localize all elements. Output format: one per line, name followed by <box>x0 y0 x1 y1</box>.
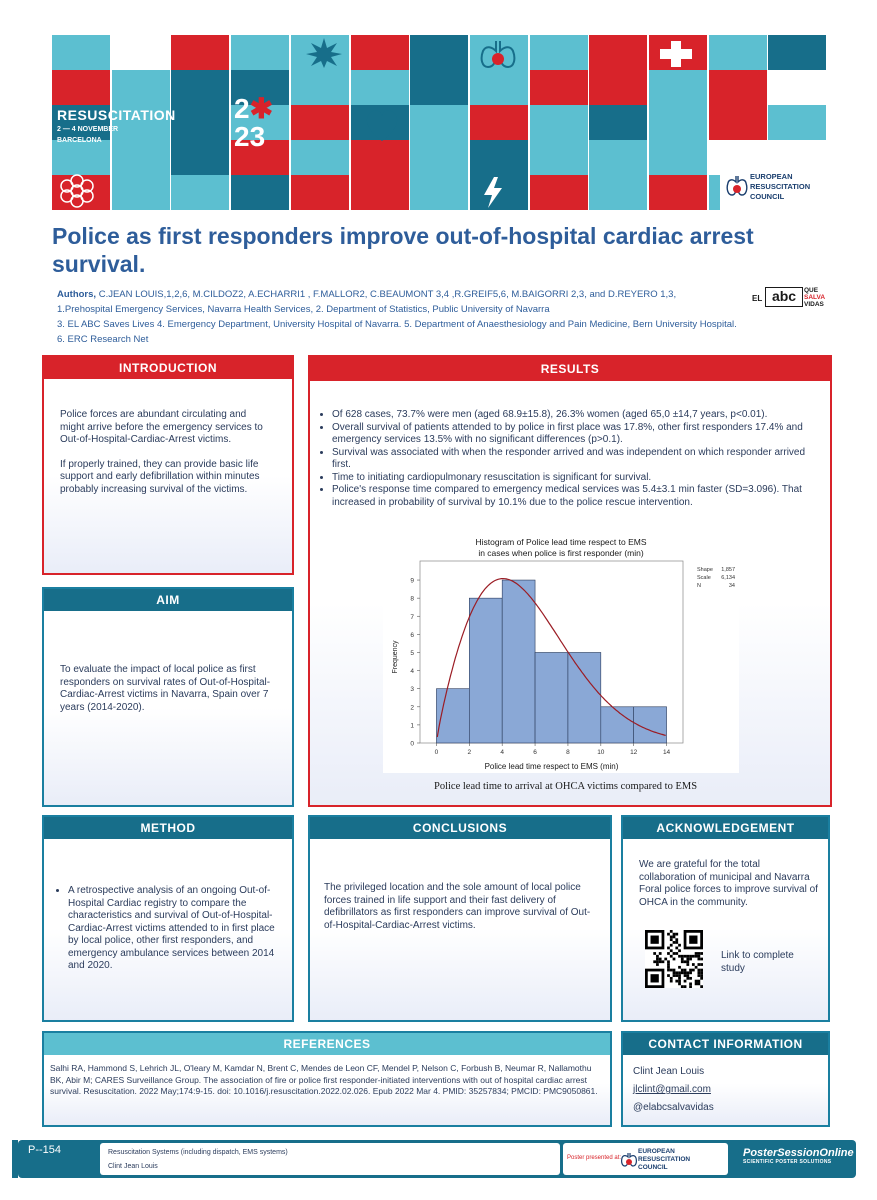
qr-module <box>673 971 676 974</box>
conclusions-text: The privileged location and the sole amount of local police forces trained in life support and their fast delivery of defibrillators as first responders can improve survival of Out-of-Hospital-Cardiac-Arrest victims. <box>324 882 591 931</box>
qr-module <box>651 974 659 982</box>
elabc-logo: EL abc QUE SALVA VIDAS <box>752 287 826 308</box>
x-tick-label: 2 <box>467 749 472 756</box>
qr-module <box>667 952 670 955</box>
qr-module <box>678 971 681 974</box>
conclusions-panel <box>308 815 612 1022</box>
qr-module <box>695 966 698 969</box>
banner-tile <box>709 70 767 105</box>
qr-module <box>689 969 692 972</box>
banner-tile <box>470 70 528 105</box>
footer-info-box <box>100 1143 560 1175</box>
banner-tile <box>231 35 289 70</box>
qr-module <box>675 952 678 955</box>
qr-module <box>670 955 673 958</box>
qr-module <box>664 958 667 961</box>
lightning-icon <box>478 175 508 210</box>
flower-icon <box>57 173 97 209</box>
banner-tile <box>52 35 110 70</box>
conference-banner <box>52 35 828 210</box>
qr-module <box>659 958 662 961</box>
poster-session-online-logo: PosterSessionOnline SCIENTIFIC POSTER SOLUTIONS <box>743 1147 854 1165</box>
qr-module <box>681 958 684 961</box>
qr-module <box>686 963 689 966</box>
y-tick-label: 2 <box>410 704 414 712</box>
qr-module <box>681 971 684 974</box>
qr-module <box>684 971 687 974</box>
qr-module <box>678 949 681 952</box>
y-tick-label: 5 <box>410 649 414 657</box>
qr-module <box>675 933 678 936</box>
references-heading: REFERENCES <box>44 1033 610 1055</box>
method-panel <box>42 815 294 1022</box>
presented-at-box: Poster presented at: EUROPEAN RESUSCITATION COUNCIL <box>563 1143 728 1175</box>
banner-tile <box>530 105 588 140</box>
histogram-bar <box>568 652 601 743</box>
qr-module <box>686 958 689 961</box>
qr-module <box>689 971 692 974</box>
banner-tile <box>112 70 170 105</box>
qr-module <box>700 971 703 974</box>
qr-module <box>692 963 695 966</box>
histogram-chart <box>383 531 739 773</box>
qr-module <box>697 982 700 985</box>
qr-module <box>700 985 703 988</box>
cross-icon <box>656 39 696 69</box>
qr-module <box>689 936 697 944</box>
qr-module <box>697 969 700 972</box>
banner-tile <box>649 140 707 175</box>
contact-handle[interactable]: @elabcsalvavidas <box>633 1102 714 1113</box>
qr-module <box>673 969 676 972</box>
qr-module <box>695 952 698 955</box>
authors-block: Authors, C.JEAN LOUIS,1,2,6, M.CILDOZ2, A.ECHARRI1 , F.MALLOR2, C.BEAUMONT 3,4 ,R.GREIF5,6, M.BAIGORRI 2,3, and D.REYERO 1,3, 1.Prehospital Emergency Services, Navarra Health Services, 2. Department of Statistics, Public University of Navarra 3. EL ABC Saves Lives 4. Emergency Department, University Hospital of Navarra. 5. Department of Anaesthesiology and Pain Medicine, Bern University Hospital. 6. ERC Research Net <box>57 289 737 345</box>
qr-module <box>681 985 684 988</box>
lungs-icon <box>478 37 518 70</box>
histogram-bar <box>502 580 535 743</box>
banner-tile <box>470 105 528 140</box>
introduction-paragraph-1: Police forces are abundant circulating and might arrive before the emergency services to Out-of-Hospital-Cardiac-Arrest victims. <box>60 409 263 445</box>
banner-tile <box>470 140 528 175</box>
banner-tile <box>768 35 826 70</box>
banner-tile <box>351 70 409 105</box>
banner-tile <box>530 35 588 70</box>
qr-module <box>673 952 676 955</box>
results-bullets <box>318 409 818 509</box>
qr-module <box>659 952 662 955</box>
qr-module <box>684 980 687 983</box>
references-panel <box>42 1031 612 1127</box>
heart-icon <box>362 105 402 145</box>
qr-module <box>686 955 689 958</box>
banner-tile <box>52 70 110 105</box>
qr-module <box>697 971 700 974</box>
qr-module <box>681 960 684 963</box>
banner-tile <box>112 140 170 175</box>
contact-name: Clint Jean Louis <box>633 1066 705 1077</box>
starburst-icon <box>304 37 344 69</box>
y-axis-label: Frequency <box>392 640 399 674</box>
qr-module <box>684 974 687 977</box>
banner-tile <box>530 140 588 175</box>
banner-tile <box>171 140 229 175</box>
qr-module <box>678 955 681 958</box>
stats-value: 6,134 <box>721 575 735 581</box>
qr-module <box>695 980 698 983</box>
y-tick-label: 9 <box>410 577 414 585</box>
x-tick-label: 8 <box>566 749 570 756</box>
conference-year: 2✱ 23 <box>234 93 274 152</box>
footer-presenter: Clint Jean Louis <box>108 1163 158 1170</box>
results-heading: RESULTS <box>310 357 830 381</box>
banner-tile <box>709 105 767 140</box>
qr-module <box>667 966 670 969</box>
stats-value: 34 <box>728 583 735 589</box>
conference-brand <box>57 107 176 145</box>
qr-module <box>670 930 673 933</box>
qr-module <box>678 980 681 983</box>
method-bullet: • A retrospective analysis of an ongoing Out-of-Hospital Cardiac registry to compare the characteristics and survival of Out-of-Hospital-Cardiac-Arrest victims attended to in first place by local police, other first responders, and emergency ambulance services between 2014 and 2020. <box>68 885 276 973</box>
y-tick-label: 1 <box>410 722 414 730</box>
conference-dates: 2 — 4 NOVEMBER <box>57 126 119 133</box>
conference-city: BARCELONA <box>57 137 102 144</box>
qr-module <box>656 955 659 958</box>
banner-tile <box>112 175 170 210</box>
qr-module <box>700 952 703 955</box>
qr-module <box>673 958 676 961</box>
banner-tile <box>530 70 588 105</box>
qr-module <box>667 974 670 977</box>
results-bullet: • Overall survival of patients attended to by police in first place was 17.8%, other first responders 17.4% and emergency services 13.5% with no significant differences (p>0.1). <box>332 422 818 447</box>
qr-module <box>700 969 703 972</box>
footer-bar <box>18 1140 856 1178</box>
qr-module <box>670 938 673 941</box>
qr-module <box>684 955 687 958</box>
acknowledgement-text: We are grateful for the total collaboration of municipal and Navarra Foral police forces to improve survival of OHCA in the community. <box>639 859 818 908</box>
qr-module <box>689 985 692 988</box>
contact-panel <box>621 1031 830 1127</box>
y-tick-label: 7 <box>410 613 414 621</box>
qr-module <box>667 969 670 972</box>
qr-code-icon[interactable] <box>645 930 703 988</box>
affiliations-line-1: 1.Prehospital Emergency Services, Navarra Health Services, 2. Department of Statistics, Public University of Navarra <box>57 304 550 315</box>
figure-caption: Police lead time to arrival at OHCA victims compared to EMS <box>434 781 698 792</box>
qr-module <box>689 955 692 958</box>
banner-tile <box>410 70 468 105</box>
qr-module <box>686 977 689 980</box>
qr-module <box>681 955 684 958</box>
y-tick-label: 0 <box>410 740 414 748</box>
banner-tile <box>410 105 468 140</box>
qr-module <box>686 974 689 977</box>
qr-module <box>675 980 678 983</box>
conference-name: RESUSCITATION <box>57 107 176 123</box>
qr-module <box>700 974 703 977</box>
banner-tile <box>768 105 826 140</box>
aim-text: To evaluate the impact of local police as first responders on survival rates of Out-of-Hospital-Cardiac-Arrest victims in Navarra, Spain over 7 years (2014-2020). <box>60 664 271 713</box>
banner-tile <box>410 175 468 210</box>
histogram-bar <box>601 707 634 743</box>
qr-module <box>697 958 700 961</box>
histogram-svg <box>383 531 739 773</box>
qr-module <box>673 941 676 944</box>
y-tick-label: 8 <box>410 595 414 603</box>
qr-module <box>659 960 662 963</box>
y-tick-label: 4 <box>410 668 414 676</box>
acknowledgement-heading: ACKNOWLEDGEMENT <box>623 817 828 839</box>
stats-value: 1,857 <box>721 567 735 573</box>
results-bullet: • Time to initiating cardiopulmonary resuscitation is significant for survival. <box>332 472 818 485</box>
banner-tile <box>171 175 229 210</box>
banner-tile <box>649 175 707 210</box>
banner-tile <box>410 35 468 70</box>
banner-tile <box>589 105 647 140</box>
qr-module <box>653 960 656 963</box>
qr-module <box>686 960 689 963</box>
qr-module <box>675 941 678 944</box>
banner-tile <box>709 35 767 70</box>
banner-tile <box>291 175 349 210</box>
chart-title: Histogram of Police lead time respect to EMS <box>475 537 647 547</box>
stats-label: N <box>697 583 701 589</box>
qr-module <box>697 963 700 966</box>
qr-module <box>673 936 676 939</box>
erc-logo: EUROPEAN RESUSCITATION COUNCIL <box>720 165 828 210</box>
qr-module <box>675 938 678 941</box>
banner-tile <box>589 175 647 210</box>
qr-module <box>670 944 673 947</box>
qr-module <box>667 963 670 966</box>
stats-label: Scale <box>697 575 711 581</box>
poster-title: Police as first responders improve out-of-hospital cardiac arrest survival. <box>52 223 754 277</box>
author-list: C.JEAN LOUIS,1,2,6, M.CILDOZ2, A.ECHARRI1 , F.MALLOR2, C.BEAUMONT 3,4 ,R.GREIF5,6, M.BAIGORRI 2,3, and D.REYERO 1,3, <box>98 289 677 300</box>
introduction-panel <box>42 355 294 575</box>
qr-module <box>678 982 681 985</box>
lungs-heart-icon <box>726 173 748 201</box>
qr-module <box>686 971 689 974</box>
x-tick-label: 14 <box>662 749 671 756</box>
qr-module <box>689 982 692 985</box>
qr-module <box>684 969 687 972</box>
results-bullet: • Of 628 cases, 73.7% were men (aged 68.9±15.8), 26.3% women (aged 65,0 ±14,7 years, p<0.01). <box>332 409 818 422</box>
qr-module <box>670 980 673 983</box>
banner-tile <box>171 105 229 140</box>
banner-tile <box>112 35 170 70</box>
qr-module <box>673 933 676 936</box>
banner-tile <box>351 175 409 210</box>
chart-title: in cases when police is first responder (min) <box>478 548 644 558</box>
banner-tile <box>171 70 229 105</box>
aim-panel <box>42 587 294 807</box>
banner-tile <box>530 175 588 210</box>
qr-module <box>667 947 670 950</box>
qr-module <box>692 969 695 972</box>
qr-module <box>700 977 703 980</box>
qr-module <box>662 960 665 963</box>
qr-module <box>697 980 700 983</box>
qr-module <box>651 936 659 944</box>
qr-module <box>675 974 678 977</box>
y-tick-label: 3 <box>410 686 414 694</box>
qr-module <box>656 960 659 963</box>
y-tick-label: 6 <box>410 631 414 639</box>
histogram-bar <box>535 652 568 743</box>
contact-email-link[interactable]: jlclint@gmail.com <box>633 1084 711 1095</box>
x-axis-label: Police lead time respect to EMS (min) <box>484 762 619 771</box>
x-tick-label: 0 <box>434 749 439 756</box>
qr-module <box>678 977 681 980</box>
study-link-text[interactable]: Link to complete study <box>721 950 794 974</box>
erc-small-icon <box>621 1151 637 1169</box>
results-bullet: • Police's response time compared to emergency medical services was 5.4±3.1 min faster (SD=3.096). That increased in probability of survival by 10.1% due to the police rescue intervention. <box>332 484 818 509</box>
introduction-paragraph-2: If properly trained, they can provide basic life support and early defibrillation within minutes probably increasing survival of the victims. <box>60 458 260 495</box>
qr-module <box>653 952 656 955</box>
aim-heading: AIM <box>44 589 292 611</box>
banner-tile <box>649 105 707 140</box>
qr-module <box>689 977 692 980</box>
qr-module <box>700 963 703 966</box>
qr-module <box>667 933 670 936</box>
qr-module <box>695 955 698 958</box>
banner-tile <box>171 35 229 70</box>
banner-tile <box>231 175 289 210</box>
banner-tile <box>52 140 110 175</box>
qr-module <box>675 971 678 974</box>
method-heading: METHOD <box>44 817 292 839</box>
qr-module <box>692 955 695 958</box>
qr-module <box>695 982 698 985</box>
banner-tile <box>410 140 468 175</box>
qr-module <box>656 958 659 961</box>
qr-module <box>678 944 681 947</box>
qr-module <box>678 966 681 969</box>
qr-module <box>697 952 700 955</box>
qr-module <box>670 949 673 952</box>
x-tick-label: 10 <box>597 749 605 756</box>
qr-module <box>681 969 684 972</box>
qr-module <box>697 974 700 977</box>
banner-tile <box>351 35 409 70</box>
x-tick-label: 6 <box>533 749 537 756</box>
x-tick-label: 12 <box>630 749 638 756</box>
introduction-heading: INTRODUCTION <box>44 357 292 379</box>
qr-module <box>689 958 692 961</box>
results-bullet: • Survival was associated with when the responder arrived and was independent on which responder arrived first. <box>332 447 818 472</box>
banner-tile <box>589 140 647 175</box>
banner-tile <box>589 35 647 70</box>
affiliations-line-2: 3. EL ABC Saves Lives 4. Emergency Department, University Hospital of Navarra. 5. Department of Anaesthesiology and Pain Medicine, Bern University Hospital. 6. ERC Research Net <box>57 319 737 345</box>
stats-label: Shape <box>697 567 713 573</box>
qr-module <box>670 969 673 972</box>
acknowledgement-panel <box>621 815 830 1022</box>
banner-tile <box>589 70 647 105</box>
qr-module <box>684 960 687 963</box>
poster-code: P--154 <box>28 1144 62 1156</box>
qr-module <box>670 977 673 980</box>
references-text: Salhi RA, Hammond S, Lehrich JL, O'leary M, Kamdar N, Brent C, Mendes de Leon CF, Mendel P, Nelson C, Forbush B, Neumar R, Nallamothu BK, Abir M; CARES Surveillance Group. The association of fire or police first responder-initiated interventions with out of hospital cardiac arrest survival. Resuscitation. 2022 May;174:9-15. doi: 10.1016/j.resuscitation.2022.02.026. Epub 2022 Mar 4. PMID: 35257834; PMCID: PMC9050861. <box>50 1063 598 1096</box>
qr-module <box>675 947 678 950</box>
banner-tile <box>351 140 409 175</box>
qr-module <box>697 955 700 958</box>
conclusions-heading: CONCLUSIONS <box>310 817 610 839</box>
footer-track: Resuscitation Systems (including dispatch, EMS systems) <box>108 1149 288 1156</box>
histogram-bar <box>469 598 502 743</box>
qr-module <box>678 974 681 977</box>
qr-module <box>656 963 659 966</box>
qr-module <box>684 985 687 988</box>
contact-heading: CONTACT INFORMATION <box>623 1033 828 1055</box>
banner-tile <box>649 70 707 105</box>
qr-module <box>670 936 673 939</box>
qr-module <box>700 958 703 961</box>
qr-module <box>667 960 670 963</box>
x-tick-label: 4 <box>500 749 504 756</box>
qr-module <box>673 974 676 977</box>
